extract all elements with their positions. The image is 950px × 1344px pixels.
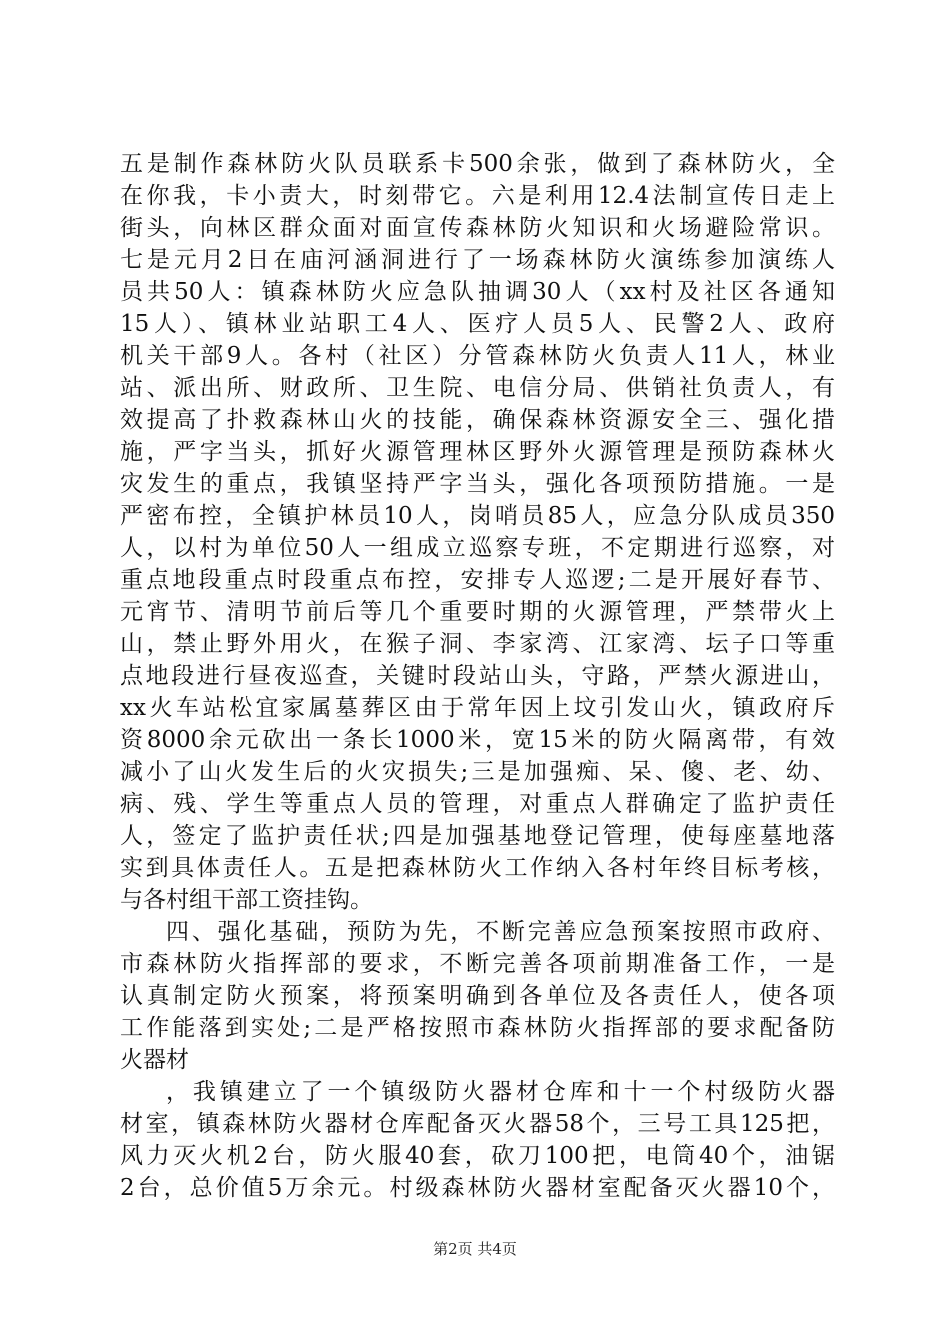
- text-line: 病、残、学生等重点人员的管理，对重点人群确定了监护责任: [120, 791, 835, 817]
- text-line: 灾发生的重点，我镇坚持严字当头，强化各项预防措施。一是: [120, 471, 835, 497]
- text-line: 元宵节、清明节前后等几个重要时期的火源管理，严禁带火上: [120, 599, 835, 625]
- text-line: 实到具体责任人。五是把森林防火工作纳入各村年终目标考核，: [120, 855, 835, 881]
- text-line: 点地段进行昼夜巡查，关键时段站山头，守路，严禁火源进山，: [120, 663, 835, 689]
- text-line: 效提高了扑救森林山火的技能，确保森林资源安全三、强化措: [120, 407, 835, 433]
- text-line: 施，严字当头，抓好火源管理林区野外火源管理是预防森林火: [120, 439, 835, 465]
- text-line: 认真制定防火预案，将预案明确到各单位及各责任人，使各项: [120, 983, 835, 1009]
- text-line: 在你我，卡小责大，时刻带它。六是利用12.4法制宣传日走上: [120, 183, 835, 209]
- text-line: 站、派出所、财政所、卫生院、电信分局、供销社负责人，有: [120, 375, 835, 401]
- text-line: 七是元月2日在庙河涵洞进行了一场森林防火演练参加演练人: [120, 247, 835, 273]
- text-line: 街头，向林区群众面对面宣传森林防火知识和火场避险常识。: [120, 215, 835, 241]
- text-line: 工作能落到实处;二是严格按照市森林防火指挥部的要求配备防: [120, 1015, 835, 1041]
- text-line: 火器材: [120, 1047, 189, 1073]
- text-line: 山，禁止野外用火，在猴子洞、李家湾、江家湾、坛子口等重: [120, 631, 835, 657]
- text-line: 人，签定了监护责任状;四是加强基地登记管理，使每座墓地落: [120, 823, 835, 849]
- text-line: 2台，总价值5万余元。村级森林防火器材室配备灭火器10个，: [120, 1175, 835, 1201]
- text-line: 机关干部9人。各村（社区）分管森林防火负责人11人，林业: [120, 343, 835, 369]
- page-number-footer: 第2页 共4页: [433, 1240, 517, 1258]
- text-line: 资8000余元砍出一条长1000米，宽15米的防火隔离带，有效: [120, 727, 835, 753]
- text-line: 严密布控，全镇护林员10人，岗哨员85人，应急分队成员350: [120, 503, 835, 529]
- document-body: [120, 148, 835, 1204]
- text-line: 市森林防火指挥部的要求，不断完善各项前期准备工作，一是: [120, 951, 835, 977]
- paragraph-1: [120, 148, 835, 916]
- paragraph-2: [120, 916, 835, 1076]
- text-line: 重点地段重点时段重点布控，安排专人巡逻;二是开展好春节、: [120, 567, 835, 593]
- text-line: 与各村组干部工资挂钩。: [120, 887, 373, 913]
- text-line: 材室，镇森林防火器材仓库配备灭火器58个，三号工具125把，: [120, 1111, 835, 1137]
- text-line: xx火车站松宜家属墓葬区由于常年因上坟引发山火，镇政府斥: [120, 695, 835, 721]
- text-line: 减小了山火发生后的火灾损失;三是加强痴、呆、傻、老、幼、: [120, 759, 835, 785]
- text-line: 风力灭火机2台，防火服40套，砍刀100把，电筒40个，油锯: [120, 1143, 835, 1169]
- paragraph-3: [120, 1076, 835, 1204]
- text-line: 15人）、镇林业站职工4人、医疗人员5人、民警2人、政府: [120, 311, 835, 337]
- text-line: 四、强化基础，预防为先，不断完善应急预案按照市政府、: [166, 919, 835, 945]
- text-line: ，我镇建立了一个镇级防火器材仓库和十一个村级防火器: [166, 1079, 835, 1105]
- text-line: 人，以村为单位50人一组成立巡察专班，不定期进行巡察，对: [120, 535, 835, 561]
- text-line: 五是制作森林防火队员联系卡500余张，做到了森林防火，全: [120, 151, 835, 177]
- text-line: 员共50人：镇森林防火应急队抽调30人（xx村及社区各通知: [120, 279, 835, 305]
